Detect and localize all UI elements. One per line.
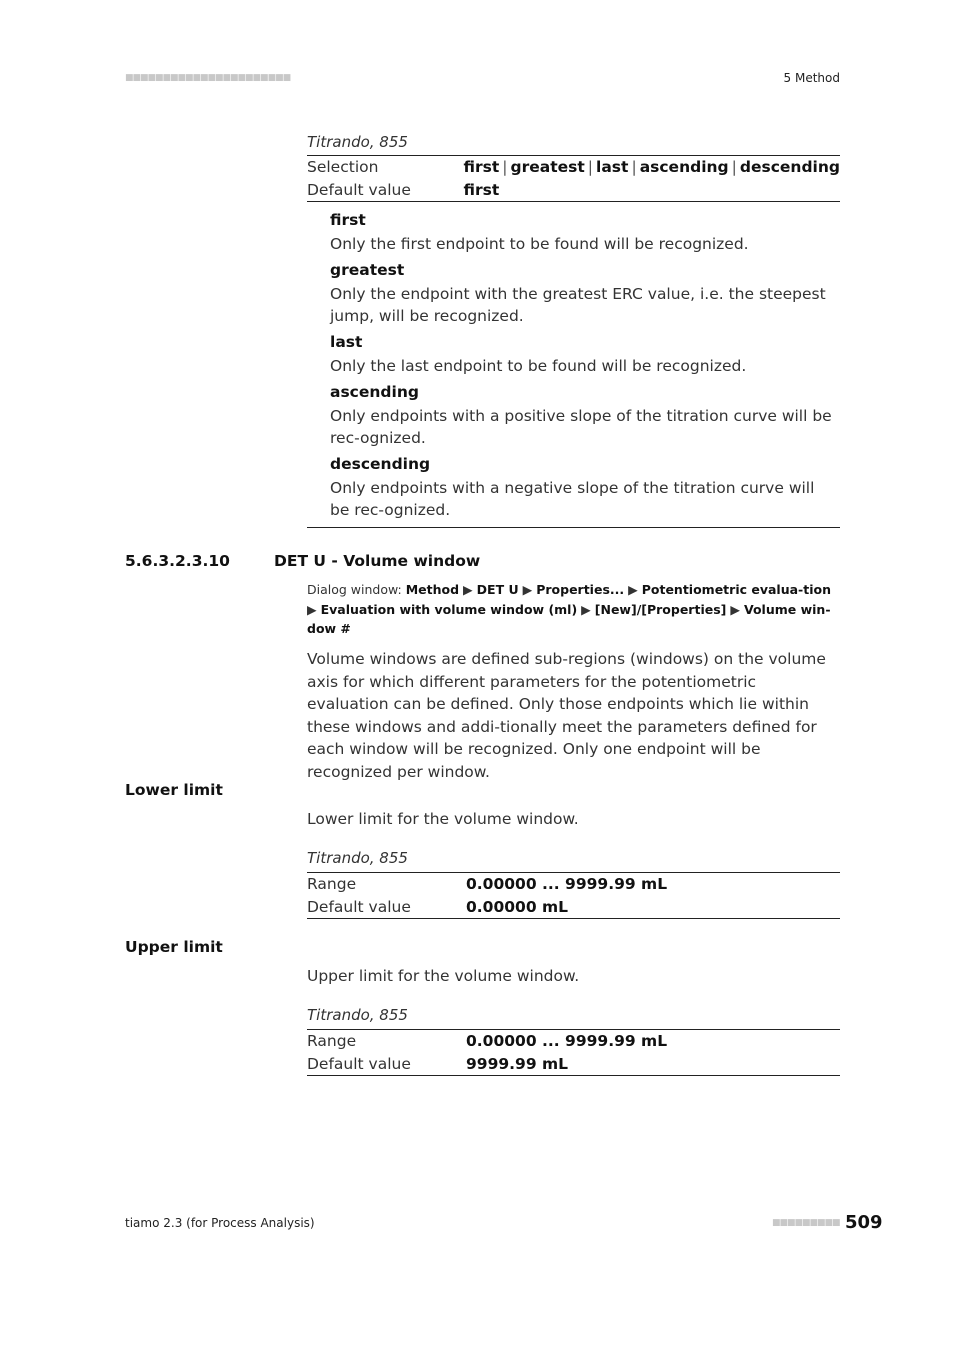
selection-label: Selection — [307, 158, 379, 177]
option-first: first — [463, 158, 500, 177]
section-intro: Volume windows are defined sub-regions (windows) on the volume axis for which different parameters for the potentiometric evaluation can be defined. Only those endpoints which lie within these windows and addi-tionally meet the parameters defined for each window will be recognized. Only one endpoint will be recognized per window. — [307, 650, 826, 781]
footer-product: tiamo 2.3 (for Process Analysis) — [125, 1216, 315, 1230]
items-bottom-rule — [307, 527, 840, 528]
upper-limit-device: Titrando, 855 — [307, 1006, 408, 1024]
selection-options — [464, 156, 841, 179]
section-number: 5.6.3.2.3.10 — [125, 552, 230, 570]
option-descending: descending — [739, 158, 840, 177]
dialog-step-det-u: DET U — [476, 582, 519, 597]
section-title: DET U - Volume window — [274, 552, 481, 570]
desc-first: Only the first endpoint to be found will be recognized. — [330, 235, 749, 253]
option-separator: | — [731, 158, 737, 177]
lower-limit-device: Titrando, 855 — [307, 849, 408, 867]
option-ascending: ascending — [639, 158, 729, 177]
desc-greatest: Only the endpoint with the greatest ERC value, i.e. the steepest jump, will be recognized. — [330, 285, 826, 325]
arrow-icon: ▶ — [628, 582, 638, 597]
upper-limit-heading: Upper limit — [125, 938, 223, 956]
option-separator: | — [587, 158, 594, 177]
default-value: 0.00000 mL — [466, 897, 569, 916]
term-greatest: greatest — [330, 261, 405, 279]
option-greatest: greatest — [510, 158, 585, 177]
header-chapter: 5 Method — [783, 71, 840, 85]
range-label: Range — [307, 875, 357, 894]
range-label: Range — [307, 1032, 357, 1051]
default-label: Default value — [307, 1054, 411, 1073]
option-separator: | — [631, 158, 637, 177]
arrow-icon: ▶ — [730, 601, 740, 617]
dialog-step-evaluation: Evaluation with volume window (ml) — [320, 601, 578, 617]
default-label: Default value — [307, 180, 411, 199]
footer-decoration: ■■■■■■■■■ — [772, 1218, 840, 1228]
dialog-step-method: Method — [405, 582, 460, 597]
option-separator: | — [502, 158, 508, 177]
term-last: last — [330, 333, 363, 351]
default-value: first — [463, 180, 500, 199]
lower-limit-spec-table — [307, 872, 840, 919]
desc-descending: Only endpoints with a negative slope of the titration curve will be rec-ognized. — [330, 479, 815, 519]
dialog-step-new-properties: [New]/[Properties] — [594, 601, 727, 617]
dialog-step-properties: Properties... — [536, 582, 625, 597]
range-value: 0.00000 ... 9999.99 mL — [466, 1032, 668, 1051]
page-number: 509 — [845, 1212, 883, 1233]
spec-device-title: Titrando, 855 — [307, 133, 408, 151]
desc-ascending: Only endpoints with a positive slope of the titration curve will be rec-ognized. — [330, 407, 832, 447]
header-decoration: ■■■■■■■■■■■■■■■■■■■■■■ — [125, 73, 291, 83]
range-value: 0.00000 ... 9999.99 mL — [466, 875, 668, 894]
option-last: last — [596, 158, 629, 177]
arrow-icon: ▶ — [522, 582, 533, 597]
default-label: Default value — [307, 897, 411, 916]
desc-last: Only the last endpoint to be found will be recognized. — [330, 357, 747, 375]
dialog-path — [307, 580, 840, 639]
arrow-icon: ▶ — [463, 582, 473, 597]
dialog-step-volume-window: Volume win-dow # — [307, 601, 831, 636]
dialog-step-potentiometric: Potentiometric evalua-tion — [641, 582, 831, 597]
dialog-prefix: Dialog window: — [307, 582, 402, 597]
arrow-icon: ▶ — [307, 601, 317, 617]
upper-limit-spec-table — [307, 1029, 840, 1076]
arrow-icon: ▶ — [581, 601, 591, 617]
lower-limit-desc: Lower limit for the volume window. — [307, 810, 579, 828]
term-first: first — [330, 211, 366, 229]
default-value: 9999.99 mL — [466, 1054, 569, 1073]
selection-spec-table — [307, 155, 840, 202]
term-ascending: ascending — [330, 383, 419, 401]
lower-limit-heading: Lower limit — [125, 781, 223, 799]
upper-limit-desc: Upper limit for the volume window. — [307, 967, 580, 985]
term-descending: descending — [330, 455, 431, 473]
